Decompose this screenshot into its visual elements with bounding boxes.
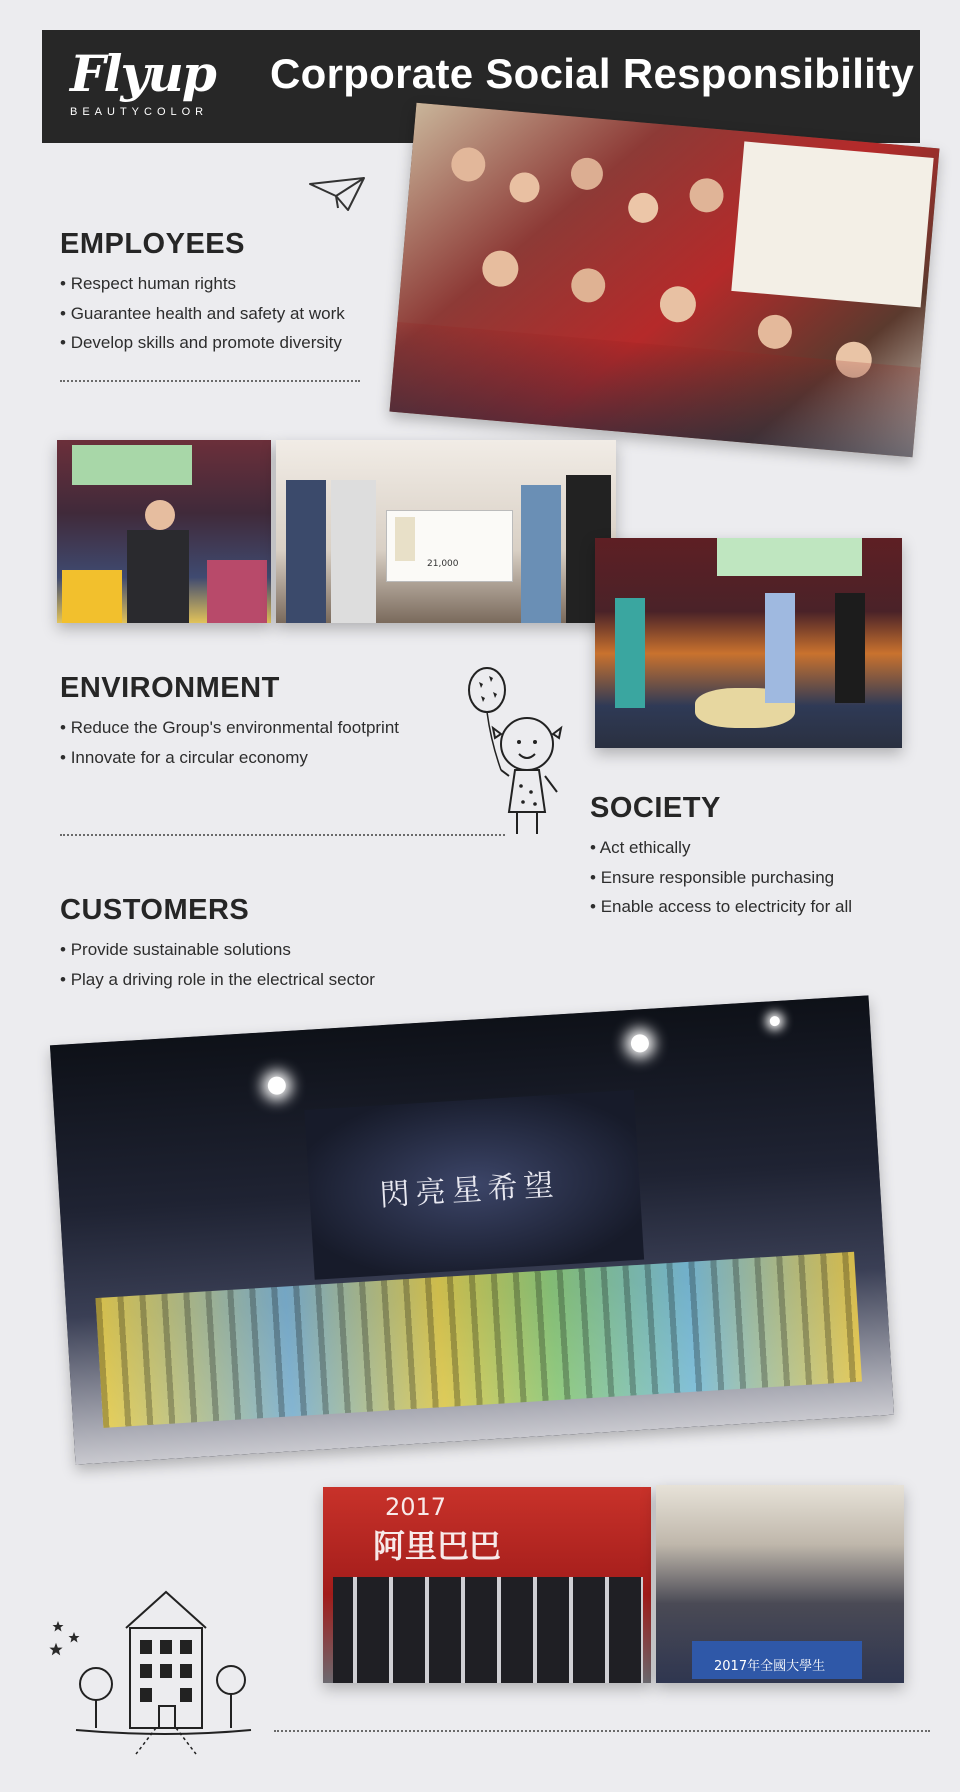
customers-list: [60, 935, 375, 994]
girl-with-balloon-icon: [465, 662, 575, 842]
list-item: • Act ethically: [590, 833, 852, 863]
list-item: • Innovate for a circular economy: [60, 743, 399, 773]
photo-seminar-hall: [656, 1485, 904, 1683]
list-item: • Ensure responsible purchasing: [590, 863, 852, 893]
brand-logo[interactable]: [70, 44, 240, 132]
logo-subtitle: BEAUTYCOLOR: [70, 106, 209, 118]
employees-heading: EMPLOYEES: [60, 228, 245, 260]
donation-check: [386, 510, 513, 582]
photo-children-event: [57, 440, 271, 623]
photo-stage-event: [50, 995, 894, 1464]
alibaba-title: 阿里巴巴: [373, 1527, 502, 1565]
paper-plane-icon: [308, 176, 366, 214]
stage-screen: [304, 1090, 644, 1280]
mural: [731, 141, 933, 307]
photo-wheelchair-event: [595, 538, 902, 748]
logo-script: Flyup: [70, 44, 215, 103]
environment-heading: ENVIRONMENT: [60, 672, 280, 704]
customers-heading: CUSTOMERS: [60, 894, 250, 926]
photo-alibaba-award: [323, 1487, 651, 1683]
group-photo-christmas: [389, 103, 939, 458]
house-with-trees-icon: [66, 1588, 256, 1758]
society-list: [590, 833, 852, 922]
list-item: • Reduce the Group's environmental footprint: [60, 713, 399, 743]
divider: [60, 380, 360, 382]
society-heading: SOCIETY: [590, 792, 721, 824]
list-item: • Play a driving role in the electrical sector: [60, 965, 375, 995]
list-item: • Develop skills and promote diversity: [60, 328, 345, 358]
divider: [274, 1730, 930, 1732]
employees-list: [60, 269, 345, 358]
alibaba-year: 2017: [385, 1493, 447, 1521]
stage-banner-text: 閃亮星希望: [378, 1167, 561, 1214]
photo-donation-check: [276, 440, 616, 623]
list-item: • Enable access to electricity for all: [590, 892, 852, 922]
hall-banner: 2017年全國大學生: [692, 1641, 862, 1679]
environment-list: [60, 713, 399, 772]
list-item: • Provide sustainable solutions: [60, 935, 375, 965]
list-item: • Guarantee health and safety at work: [60, 299, 345, 329]
check-amount: 21,000: [427, 559, 459, 569]
page-title: Corporate Social Responsibility: [270, 50, 915, 97]
divider: [60, 834, 505, 836]
list-item: • Respect human rights: [60, 269, 345, 299]
